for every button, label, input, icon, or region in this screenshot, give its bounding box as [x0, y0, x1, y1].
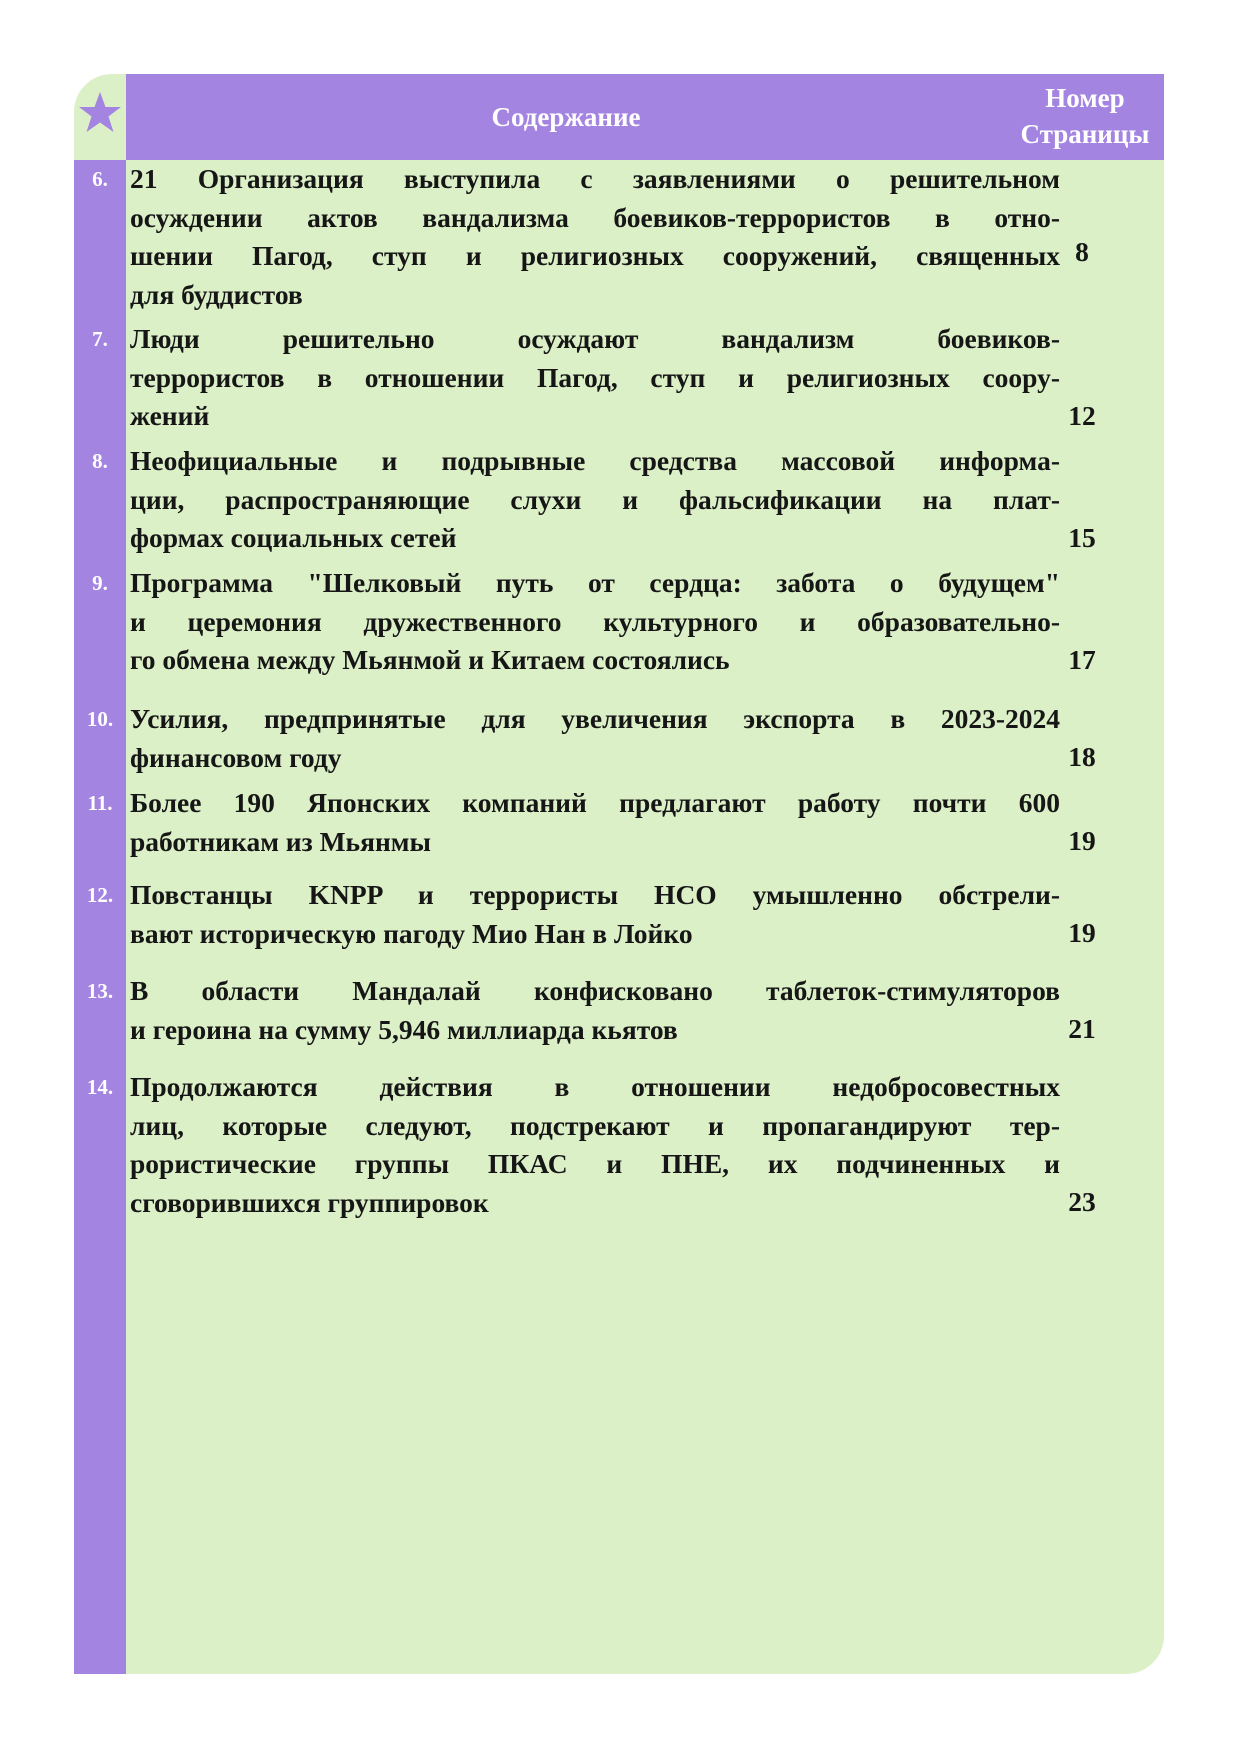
entry-title-line: вают историческую пагоду Мио Нан в Лойко — [130, 917, 693, 949]
entry-number: 10. — [86, 707, 114, 731]
entry-page-number[interactable]: 15 — [1068, 522, 1096, 553]
entry-title-line: го обмена между Мьянмой и Китаем состоялись — [130, 644, 730, 675]
entry-number: 9. — [92, 571, 108, 595]
entry-title-line: ции, распространяющие слухи и фальсификации на плат- — [130, 483, 1060, 515]
entry-title-line: финансовом году — [130, 741, 342, 773]
entry-title-line: и героина на сумму 5,946 миллиарда кьятов — [130, 1013, 678, 1045]
entry-title-line: жений — [130, 400, 210, 431]
entry-title-line: Более 190 Японских компаний предлагают работу почти 600 — [130, 787, 1060, 818]
entry-title-line: лиц, которые следуют, подстрекают и пропагандируют тер- — [130, 1109, 1060, 1141]
entry-title[interactable] — [130, 700, 1060, 777]
entry-number: 8. — [92, 449, 108, 473]
entry-title-line: В области Мандалай конфисковано таблеток-стимуляторов — [130, 975, 1060, 1006]
entry-title-line: Программа "Шелковый путь от сердца: забота о будущем" — [130, 567, 1060, 598]
entry-page-number[interactable]: 8 — [1075, 236, 1089, 267]
entry-title-line: Повстанцы KNPP и террористы НСО умышленно обстрели- — [130, 879, 1060, 910]
entry-number: 7. — [92, 327, 108, 351]
entry-number: 14. — [86, 1075, 114, 1099]
entry-page-number[interactable]: 12 — [1068, 400, 1096, 431]
entry-title[interactable] — [130, 784, 1060, 861]
number-column-band — [74, 160, 126, 1674]
entry-title[interactable] — [130, 972, 1060, 1049]
contents-panel — [74, 74, 1164, 1674]
entry-page-number[interactable]: 19 — [1068, 917, 1096, 948]
entry-number: 12. — [86, 883, 114, 907]
entry-number: 13. — [86, 979, 114, 1003]
entry-title-line: террористов в отношении Пагод, ступ и религиозных соору- — [130, 361, 1060, 393]
entry-page-number[interactable]: 19 — [1068, 825, 1096, 856]
entry-title[interactable] — [130, 1068, 1060, 1222]
entry-title-line: рористические группы ПКАС и ПНЕ, их подчиненных и — [130, 1148, 1060, 1179]
entry-title[interactable] — [130, 320, 1060, 436]
entry-page-number[interactable]: 23 — [1068, 1186, 1096, 1217]
entry-title-line: формах социальных сетей — [130, 522, 457, 553]
entry-title-line: Неофициальные и подрывные средства массовой информа- — [130, 445, 1060, 476]
entry-title-line: и церемония дружественного культурного и образовательно- — [130, 605, 1060, 637]
page-number-heading — [1006, 80, 1164, 152]
entry-title-line: Продолжаются действия в отношении недобросовестных — [130, 1071, 1060, 1102]
corner-cell — [74, 74, 126, 160]
entry-title-line: сговорившихся группировок — [130, 1186, 489, 1218]
entry-title-line: шении Пагод, ступ и религиозных сооружений, священных — [130, 240, 1060, 271]
page-number-heading-line-1: Номер — [1045, 83, 1125, 113]
entry-page-number[interactable]: 18 — [1068, 741, 1096, 772]
entry-title-line: Люди решительно осуждают вандализм боевиков- — [130, 323, 1060, 354]
star-icon — [77, 90, 123, 136]
entry-title[interactable] — [130, 160, 1060, 314]
entry-title-line: для буддистов — [130, 278, 303, 310]
entry-title[interactable] — [130, 442, 1060, 558]
entry-title[interactable] — [130, 876, 1060, 953]
page-number-heading-line-2: Страницы — [1020, 119, 1150, 149]
entry-title-line: осуждении актов вандализма боевиков-террористов в отно- — [130, 201, 1060, 233]
entry-title-line: Усилия, предпринятые для увеличения экспорта в 2023-2024 — [130, 703, 1060, 734]
entry-number: 6. — [92, 167, 108, 191]
entry-title-line: 21 Организация выступила с заявлениями о решительном — [130, 163, 1060, 194]
entry-page-number[interactable]: 17 — [1068, 644, 1096, 675]
entry-number: 11. — [87, 791, 113, 815]
entry-title[interactable] — [130, 564, 1060, 680]
entry-title-line: работникам из Мьянмы — [130, 825, 431, 857]
contents-heading: Содержание — [491, 102, 641, 132]
entry-page-number[interactable]: 21 — [1068, 1013, 1096, 1044]
